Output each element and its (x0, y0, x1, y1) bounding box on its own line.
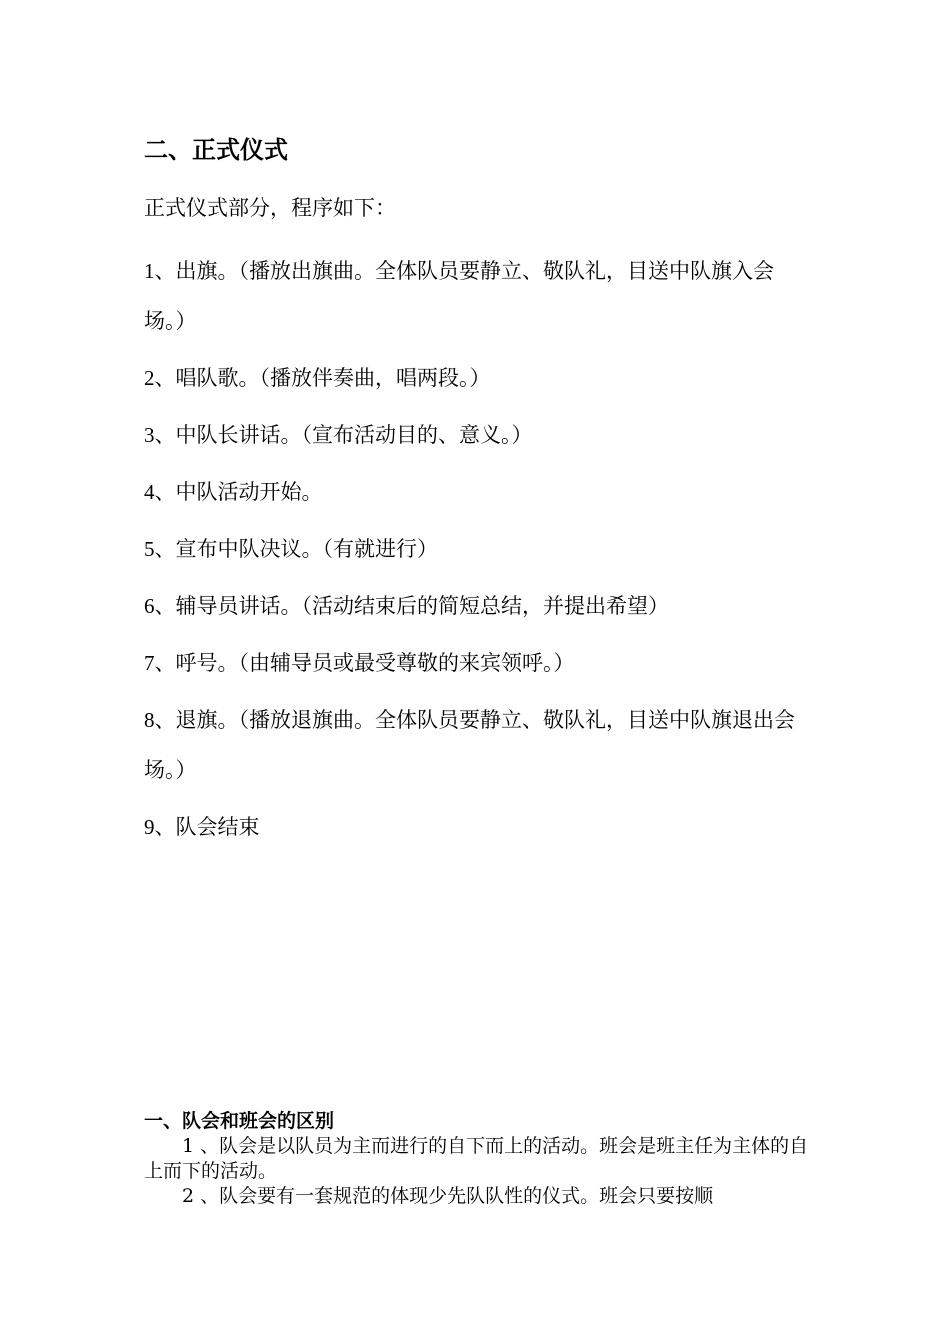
list-item (144, 638, 810, 688)
step-number: 9 (144, 815, 155, 839)
difference-paragraph-1: 1 、队会是以队员为主而进行的自下而上的活动。班会是班主任为主体的自上而下的活动。 (144, 1135, 809, 1182)
step-text: 、队会结束 (154, 815, 260, 839)
step-text: 、辅导员讲话。（活动结束后的简短总结，并提出希望） (154, 594, 669, 618)
step-text: 、唱队歌。（播放伴奏曲，唱两段。） (154, 366, 491, 390)
step-text: 、中队活动开始。 (154, 480, 323, 504)
step-number: 8 (144, 708, 155, 732)
step-number: 1 (144, 259, 155, 283)
list-item (144, 353, 810, 403)
list-item (144, 410, 810, 460)
list-item (144, 524, 810, 574)
list-item (144, 467, 810, 517)
difference-section (144, 1108, 810, 1209)
step-text: 、退旗。（播放退旗曲。全体队员要静立、敬队礼，目送中队旗退出会场。） (144, 708, 795, 782)
intro-text: 正式仪式部分，程序如下： (144, 196, 396, 220)
list-item (144, 802, 810, 852)
step-number: 6 (144, 594, 155, 618)
step-number: 3 (144, 423, 155, 447)
step-number: 5 (144, 537, 155, 561)
step-text: 、出旗。（播放出旗曲。全体队员要静立、敬队礼，目送中队旗入会场。） (144, 259, 774, 333)
step-text: 、中队长讲话。（宣布活动目的、意义。） (154, 423, 533, 447)
list-item (144, 695, 810, 795)
list-item (144, 246, 810, 346)
ceremony-steps-list (144, 246, 810, 859)
step-text: 、呼号。（由辅导员或最受尊敬的来宾领呼。） (154, 651, 575, 675)
list-item (144, 581, 810, 631)
step-text: 、宣布中队决议。（有就进行） (154, 537, 438, 561)
step-number: 2 (144, 366, 155, 390)
section-title: 二、正式仪式 (144, 136, 288, 164)
step-number: 7 (144, 651, 155, 675)
step-number: 4 (144, 480, 155, 504)
difference-paragraph-2: 2 、队会要有一套规范的体现少先队队性的仪式。班会只要按顺 (182, 1185, 714, 1207)
difference-section-title: 一、队会和班会的区别 (144, 1110, 335, 1132)
